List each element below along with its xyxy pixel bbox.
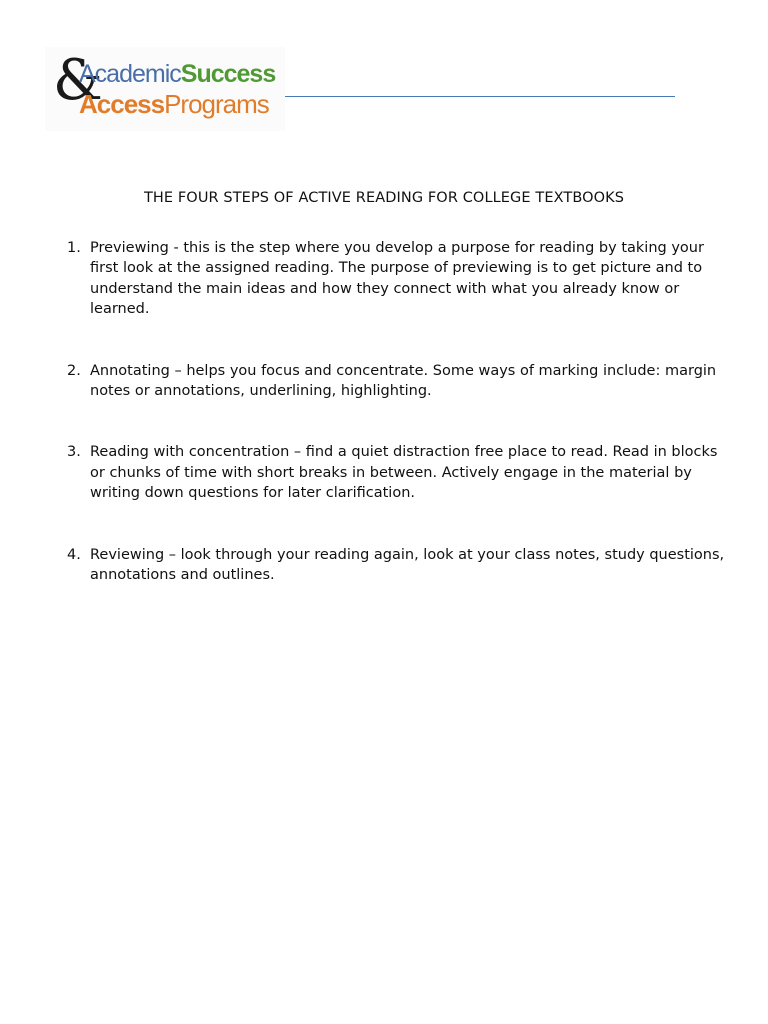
logo-word-success: Success [180,60,276,88]
logo-line-1 [79,60,275,89]
step-number: 2. [67,362,81,379]
header-divider-line [285,96,675,97]
step-number: 3. [67,444,81,461]
step-item-4 [61,545,733,586]
step-text: Annotating – helps you focus and concentrate. Some ways of marking include: margin notes or annotations, underlining, highlighting. [90,362,717,400]
logo-word-access: Access [79,89,165,119]
program-logo [45,47,285,131]
step-number: 1. [67,240,81,256]
step-number: 4. [67,546,81,563]
step-text: Reading with concentration – find a quiet distraction free place to read. Read in blocks or chunks of time with short breaks in between. Actively engage in the material by writing down questions for later clarification. [90,444,718,502]
logo-word-academic: Academic [79,60,181,88]
step-item-1 [61,238,733,320]
step-text: Reviewing – look through your reading again, look at your class notes, study questions, annotations and outlines. [90,546,725,584]
logo-word-programs: Programs [164,89,269,119]
logo-ampersand: & [53,48,103,113]
step-item-2 [61,361,733,402]
steps-list [61,238,733,585]
step-item-3 [61,442,733,503]
logo-line-2 [79,89,269,120]
document-title: THE FOUR STEPS OF ACTIVE READING FOR COLLEGE TEXTBOOKS [143,190,625,206]
step-text: Previewing - this is the step where you develop a purpose for reading by taking your first look at the assigned reading. The purpose of previewing is to get picture and to understand the main ideas and how they connect with what you already know or learned. [90,240,704,318]
